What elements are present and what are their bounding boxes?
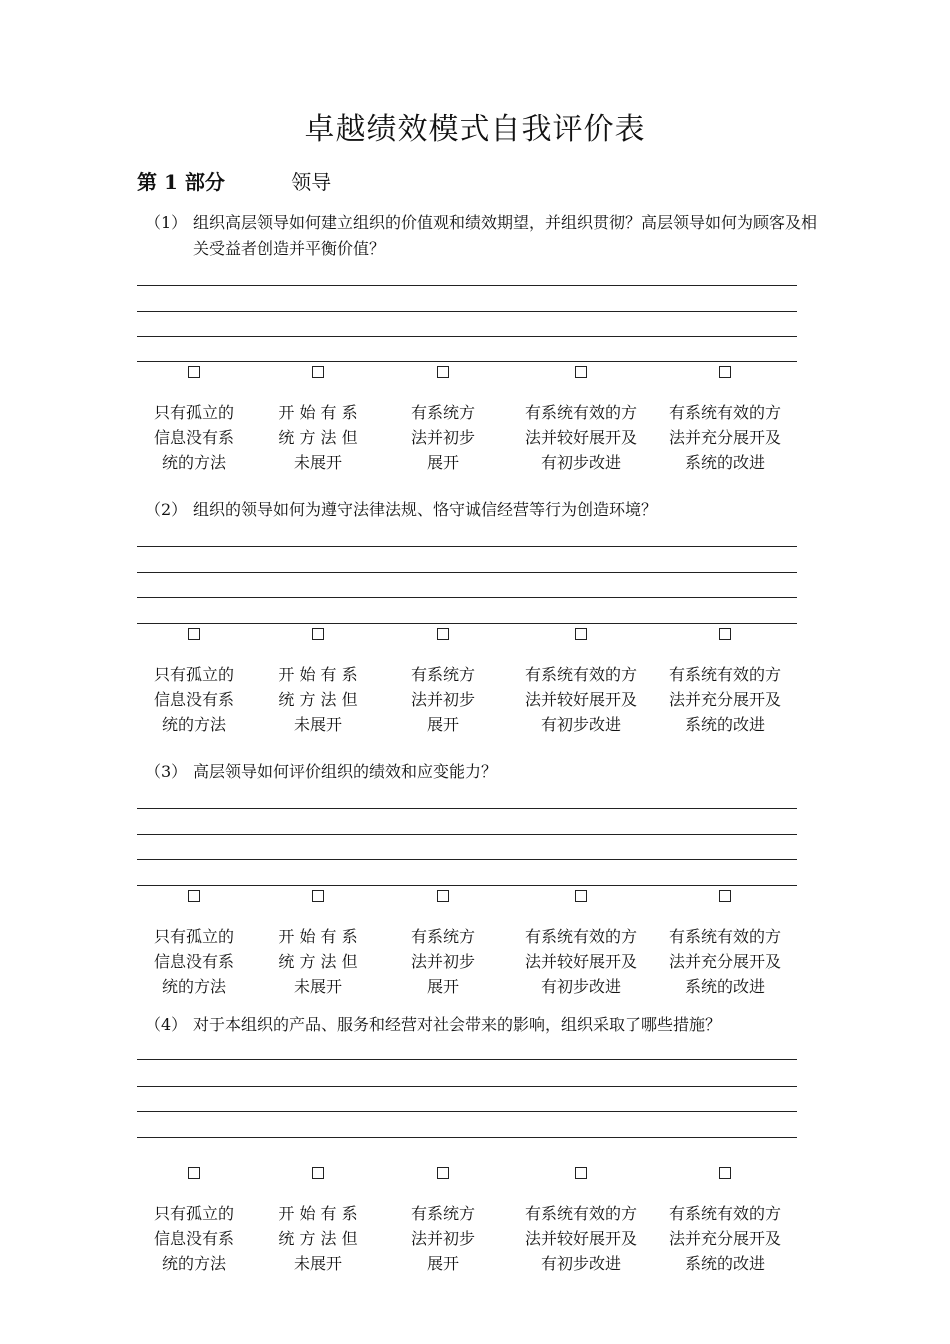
rating-option-5 [660,628,790,737]
answer-line[interactable] [137,1086,797,1087]
rating-option-4 [516,890,646,999]
question-text: 对于本组织的产品、服务和经营对社会带来的影响，组织采取了哪些措施？ [193,1015,722,1034]
question-number: （3） [145,762,188,781]
answer-line[interactable] [137,311,797,312]
checkbox[interactable] [312,890,324,902]
rating-option-1 [144,628,244,737]
rating-option-label: 开 始 有 系 统 方 法 但 未展开 [278,927,358,996]
checkbox[interactable] [437,890,449,902]
answer-line[interactable] [137,361,797,362]
rating-option-4 [516,1167,646,1276]
rating-option-label: 只有孤立的 信息没有系 统的方法 [153,403,234,472]
rating-option-2 [268,890,368,999]
rating-options [137,1167,817,1277]
question-text: 组织高层领导如何建立组织的价值观和绩效期望，并组织贯彻？高层领导如何为顾客及相关受益者创造并平衡价值？ [193,213,818,258]
answer-line[interactable] [137,885,797,886]
rating-option-label: 有系统方 法并初步 展开 [410,665,475,734]
rating-option-5 [660,890,790,999]
rating-option-label: 有系统有效的方 法并充分展开及 系统的改进 [668,927,781,996]
answer-line[interactable] [137,623,797,624]
rating-option-5 [660,1167,790,1276]
checkbox[interactable] [719,1167,731,1179]
rating-options [137,366,817,476]
rating-option-3 [398,890,488,999]
rating-option-label: 开 始 有 系 统 方 法 但 未展开 [278,1204,358,1273]
checkbox[interactable] [437,628,449,640]
checkbox[interactable] [188,628,200,640]
checkbox[interactable] [312,1167,324,1179]
checkbox[interactable] [575,366,587,378]
page-title: 卓越绩效模式自我评价表 [304,112,646,147]
answer-line[interactable] [137,1059,797,1060]
answer-line[interactable] [137,285,797,286]
answer-line[interactable] [137,572,797,573]
rating-options [137,890,817,1000]
rating-option-5 [660,366,790,475]
section-number: 第 1 部分 [137,170,225,194]
checkbox[interactable] [188,1167,200,1179]
checkbox[interactable] [719,366,731,378]
rating-option-label: 有系统有效的方 法并较好展开及 有初步改进 [524,927,637,996]
rating-option-1 [144,890,244,999]
answer-line[interactable] [137,546,797,547]
rating-option-label: 开 始 有 系 统 方 法 但 未展开 [278,403,358,472]
rating-option-label: 只有孤立的 信息没有系 统的方法 [153,665,234,734]
answer-line[interactable] [137,1111,797,1112]
answer-line[interactable] [137,336,797,337]
checkbox[interactable] [312,628,324,640]
rating-option-3 [398,628,488,737]
rating-option-label: 有系统方 法并初步 展开 [410,403,475,472]
rating-option-3 [398,366,488,475]
rating-option-label: 有系统有效的方 法并较好展开及 有初步改进 [524,403,637,472]
rating-option-label: 有系统方 法并初步 展开 [410,1204,475,1273]
checkbox[interactable] [188,890,200,902]
question-text: 组织的领导如何为遵守法律法规、恪守诚信经营等行为创造环境？ [193,500,658,519]
rating-option-4 [516,366,646,475]
checkbox[interactable] [437,366,449,378]
rating-option-label: 只有孤立的 信息没有系 统的方法 [153,1204,234,1273]
checkbox[interactable] [437,1167,449,1179]
rating-option-label: 有系统有效的方 法并充分展开及 系统的改进 [668,1204,781,1273]
rating-option-2 [268,1167,368,1276]
section-heading [137,166,331,195]
rating-option-label: 有系统有效的方 法并较好展开及 有初步改进 [524,1204,637,1273]
rating-option-2 [268,628,368,737]
checkbox[interactable] [575,1167,587,1179]
rating-options [137,628,817,738]
rating-option-label: 有系统有效的方 法并较好展开及 有初步改进 [524,665,637,734]
checkbox[interactable] [719,628,731,640]
answer-line[interactable] [137,1137,797,1138]
rating-option-label: 只有孤立的 信息没有系 统的方法 [153,927,234,996]
answer-line[interactable] [137,859,797,860]
answer-line[interactable] [137,834,797,835]
answer-line[interactable] [137,597,797,598]
answer-line[interactable] [137,808,797,809]
checkbox[interactable] [575,628,587,640]
rating-option-4 [516,628,646,737]
section-name: 领导 [291,170,332,194]
question-number: （4） [145,1015,188,1034]
rating-option-label: 有系统有效的方 法并充分展开及 系统的改进 [668,403,781,472]
question-text: 高层领导如何评价组织的绩效和应变能力？ [193,762,498,781]
checkbox[interactable] [312,366,324,378]
rating-option-label: 开 始 有 系 统 方 法 但 未展开 [278,665,358,734]
rating-option-2 [268,366,368,475]
checkbox[interactable] [188,366,200,378]
checkbox[interactable] [575,890,587,902]
rating-option-1 [144,1167,244,1276]
question-number: （1） [145,213,188,232]
rating-option-label: 有系统方 法并初步 展开 [410,927,475,996]
question-number: （2） [145,500,188,519]
rating-option-1 [144,366,244,475]
checkbox[interactable] [719,890,731,902]
rating-option-label: 有系统有效的方 法并充分展开及 系统的改进 [668,665,781,734]
rating-option-3 [398,1167,488,1276]
